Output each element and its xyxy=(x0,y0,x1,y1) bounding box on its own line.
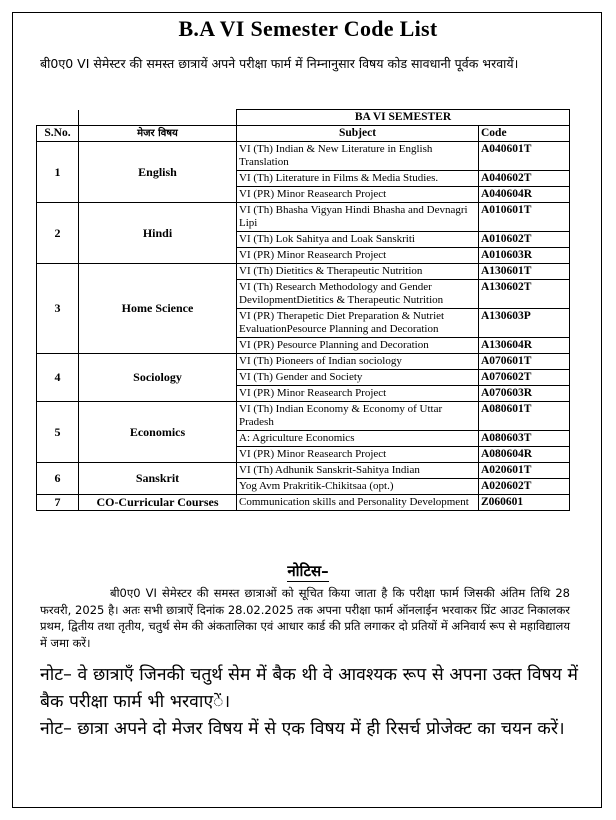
table-row xyxy=(37,264,570,280)
code-cell: A010601T xyxy=(479,203,570,232)
subject-cell: Communication skills and Personality Development xyxy=(237,495,479,511)
subject-cell: VI (PR) Minor Reasearch Project xyxy=(237,248,479,264)
table-row xyxy=(37,354,570,370)
code-cell: A080601T xyxy=(479,402,570,431)
subject-code-table-body xyxy=(37,110,570,511)
serial-number-cell: 5 xyxy=(37,402,79,463)
code-cell: A040601T xyxy=(479,142,570,171)
code-cell: A040604R xyxy=(479,187,570,203)
subject-cell: VI (Th) Dietitics & Therapeutic Nutrition xyxy=(237,264,479,280)
notice-body: बी0ए0 VI सेमेस्टर की समस्त छात्राओं को सूचित किया जाता है कि परीक्षा फार्म जिसकी अंतिम तिथि 28 फरवरी, 2025 है। अतः सभी छात्राऐं दिनांक 28.02.2025 तक अपना परीक्षा फार्म ऑनलाईन भरवाकर प्रिंट आउट निकालकर प्रथम, द्वितीय तथा तृतीय, चतुर्थ सेम की अंकतालिका एवं आधार कार्ड की प्रति लगाकर दो प्रतियों में अनिवार्य रूप से महाविद्यालय में जमा करें। xyxy=(40,586,570,650)
subject-cell: VI (Th) Adhunik Sanskrit-Sahitya Indian xyxy=(237,463,479,479)
note-research-project: नोट– छात्रा अपने दो मेजर विषय में से एक विषय में ही रिसर्च प्रोजेक्ट का चयन करें। xyxy=(40,719,565,739)
code-cell: A070602T xyxy=(479,370,570,386)
code-cell: A020602T xyxy=(479,479,570,495)
caption-blank-cell xyxy=(79,110,237,126)
header-major: मेजर विषय xyxy=(79,126,237,142)
subject-cell: VI (Th) Pioneers of Indian sociology xyxy=(237,354,479,370)
table-row xyxy=(37,203,570,232)
table-caption: BA VI SEMESTER xyxy=(237,110,570,126)
serial-number-cell: 2 xyxy=(37,203,79,264)
major-subject-cell: Economics xyxy=(79,402,237,463)
code-cell: A080604R xyxy=(479,447,570,463)
subject-cell: VI (Th) Indian Economy & Economy of Uttar Pradesh xyxy=(237,402,479,431)
major-subject-cell: Home Science xyxy=(79,264,237,354)
subject-cell: VI (Th) Research Methodology and Gender DevilopmentDietitics & Therapeutic Nutrition xyxy=(237,280,479,309)
major-subject-cell: English xyxy=(79,142,237,203)
caption-blank-cell xyxy=(37,110,79,126)
table-row xyxy=(37,142,570,171)
code-cell: A020601T xyxy=(479,463,570,479)
code-cell: A130601T xyxy=(479,264,570,280)
table-caption-row xyxy=(37,110,570,126)
subject-cell: VI (Th) Indian & New Literature in English Translation xyxy=(237,142,479,171)
subject-cell: VI (Th) Bhasha Vigyan Hindi Bhasha and Devnagri Lipi xyxy=(237,203,479,232)
subject-cell: VI (PR) Therapetic Diet Preparation & Nutriet EvaluationPesource Planning and Decoration xyxy=(237,309,479,338)
table-header-row xyxy=(37,126,570,142)
note-back-exam: नोट– वे छात्राएँ जिनकी चतुर्थ सेम में बैक थी वे आवश्यक रूप से अपना उक्त विषय में बैक परीक्षा फार्म भी भरवाएें। xyxy=(40,665,578,712)
page-title: B.A VI Semester Code List xyxy=(178,16,438,41)
subject-code-table xyxy=(36,109,570,511)
subject-cell: VI (Th) Literature in Films & Media Studies. xyxy=(237,171,479,187)
subject-cell: VI (Th) Gender and Society xyxy=(237,370,479,386)
subject-cell: VI (PR) Minor Reasearch Project xyxy=(237,386,479,402)
serial-number-cell: 7 xyxy=(37,495,79,511)
code-cell: A130602T xyxy=(479,280,570,309)
code-cell: A040602T xyxy=(479,171,570,187)
major-subject-cell: Hindi xyxy=(79,203,237,264)
major-subject-cell: Sanskrit xyxy=(79,463,237,495)
intro-text: बी0ए0 VI सेमेस्टर की समस्त छात्रायें अपने परीक्षा फार्म में निम्नानुसार विषय कोड सावधानी पूर्वक भरवायें। xyxy=(40,56,519,71)
table-row xyxy=(37,463,570,479)
serial-number-cell: 6 xyxy=(37,463,79,495)
code-cell: A080603T xyxy=(479,431,570,447)
subject-cell: Yog Avm Prakritik-Chikitsaa (opt.) xyxy=(237,479,479,495)
notice-heading-text: नोटिस– xyxy=(287,562,329,580)
major-subject-cell: Sociology xyxy=(79,354,237,402)
subject-cell: A: Agriculture Economics xyxy=(237,431,479,447)
serial-number-cell: 1 xyxy=(37,142,79,203)
code-cell: Z060601 xyxy=(479,495,570,511)
subject-cell: VI (Th) Lok Sahitya and Loak Sanskriti xyxy=(237,232,479,248)
header-code: Code xyxy=(479,126,570,142)
code-cell: A010602T xyxy=(479,232,570,248)
serial-number-cell: 4 xyxy=(37,354,79,402)
table-row xyxy=(37,495,570,511)
header-subject: Subject xyxy=(237,126,479,142)
table-row xyxy=(37,402,570,431)
major-subject-cell: CO-Curricular Courses xyxy=(79,495,237,511)
subject-cell: VI (PR) Minor Reasearch Project xyxy=(237,447,479,463)
code-cell: A070601T xyxy=(479,354,570,370)
serial-number-cell: 3 xyxy=(37,264,79,354)
subject-cell: VI (PR) Pesource Planning and Decoration xyxy=(237,338,479,354)
code-cell: A010603R xyxy=(479,248,570,264)
subject-cell: VI (PR) Minor Reasearch Project xyxy=(237,187,479,203)
code-cell: A130603P xyxy=(479,309,570,338)
code-cell: A130604R xyxy=(479,338,570,354)
notice-heading xyxy=(0,561,616,581)
code-cell: A070603R xyxy=(479,386,570,402)
header-sno: S.No. xyxy=(37,126,79,142)
